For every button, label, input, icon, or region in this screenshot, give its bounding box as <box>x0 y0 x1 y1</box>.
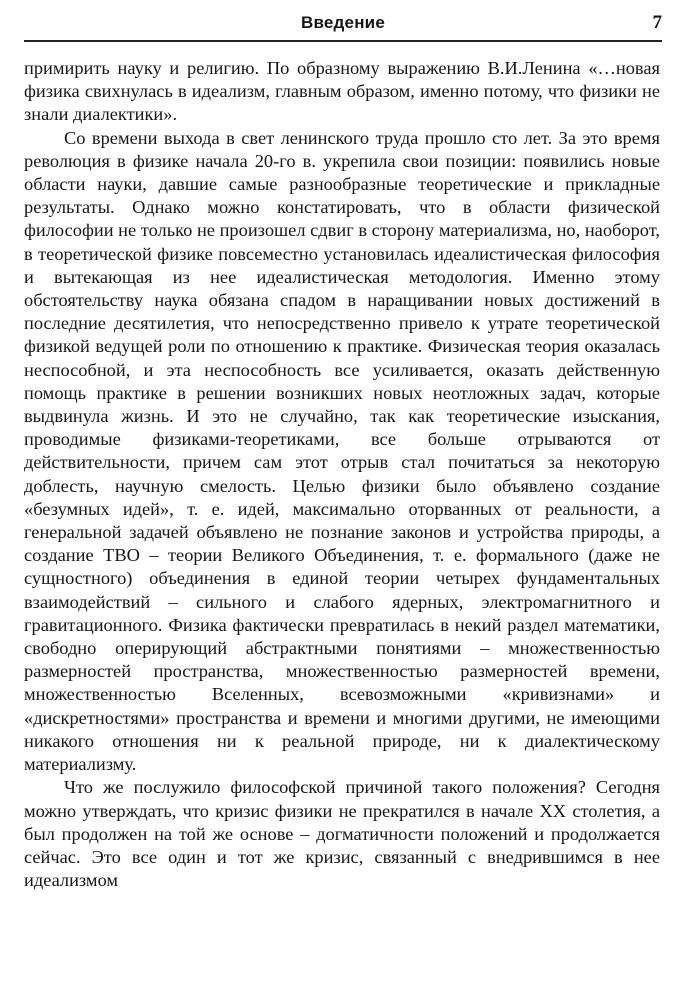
paragraph-continuation: примирить науку и религию. По образному выражению В.И.Ленина «…новая физика свихнулась в идеализм, главным образом, именно потому, что физики не знали диалектики». <box>24 58 660 125</box>
body-text <box>24 57 660 892</box>
paragraph-question: Что же послужило философской причиной такого положения? Сегодня можно утверждать, что кризис физики не прекратился в начале XX столетия, а был продолжен на той же основе – догматичности положений и продолжается сейчас. Это все один и тот же кризис, связанный с внедрившимся в нее идеализмом <box>24 777 660 891</box>
paragraph-main: Со времени выхода в свет ленинского труда прошло сто лет. За это время революция в физике начала 20-го в. укрепила свои позиции: появились новые области науки, давшие самые разнообразные теоретические и прикладные результаты. Однако можно констатировать, что в области физической философии не только не произошел сдвиг в сторону материализма, но, наоборот, в теоретической физике повсеместно установилась идеалистическая философия и вытекающая из нее идеалистическая методология. Именно этому обстоятельству наука обязана спадом в наращивании новых достижений в последние десятилетия, что непосредственно привело к утрате теоретической физикой ведущей роли по отношению к практике. Физическая теория оказалась неспособной, и эта неспособность все усиливается, оказать действенную помощь практике в решении возникших новых неотложных задач, которые выдвинула жизнь. И это не случайно, так как теоретические изыскания, проводимые физиками-теоретиками, все больше отрываются от действительности, причем сам этот отрыв стал почитаться за некоторую доблесть, научную смелость. Целью физики было объявлено создание «безумных идей», т. е. идей, максимально оторванных от реальности, а генеральной задачей объявлено не познание законов и устройства природы, а создание ТВО – теории Великого Объединения, т. е. формального (даже не сущностного) объединения в единой теории четырех фундаментальных взаимодействий – сильного и слабого ядерных, электромагнитного и гравитационного. Физика фактически превратилась в некий раздел математики, свободно оперирующий абстрактными понятиями – множественностью размерностей пространства, множественностью размерностей времени, множественностью Вселенных, всевозможными «кривизнами» и «дискретностями» пространства и времени и многими другими, не имеющими никакого отношения ни к реальной природе, ни к диалектическому материализму. <box>24 127 660 775</box>
running-header <box>24 10 662 42</box>
page-number: 7 <box>652 12 662 33</box>
chapter-title: Введение <box>301 13 385 32</box>
